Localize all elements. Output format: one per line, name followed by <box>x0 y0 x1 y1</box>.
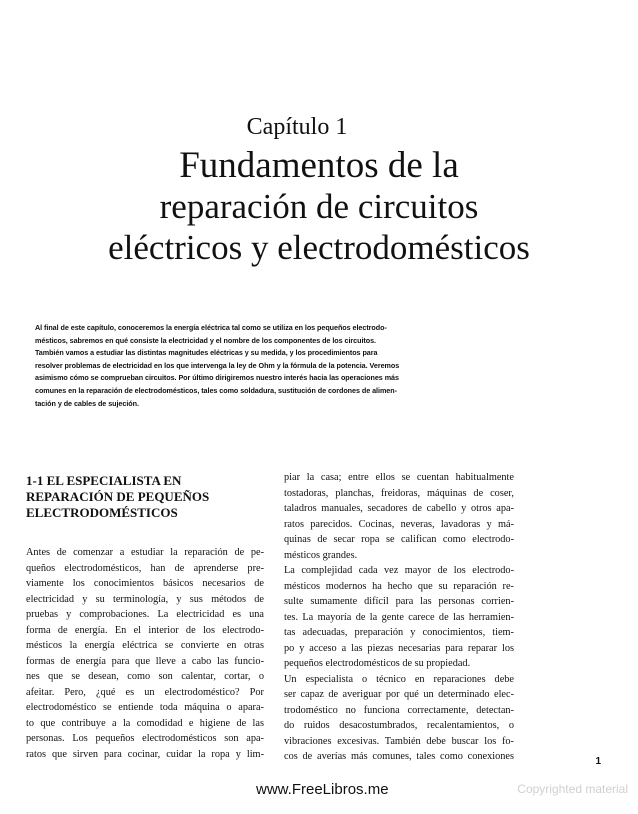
text-line: mésticos modernos ha hecho que su reparación re- <box>284 580 514 592</box>
text-line: personas. Los pequeños electrodomésticos son apa- <box>26 733 264 744</box>
text-line: quinas de secar ropa se califican como electrodo- <box>284 534 514 545</box>
text-line: Antes de comenzar a estudiar la reparación de pe- <box>26 547 264 558</box>
text-line: tas adecuadas, preparación y conocimientos, tiem- <box>284 627 514 638</box>
abstract-line: También vamos a estudiar las distintas magnitudes eléctricas y su medida, y los procedimientos para <box>35 348 378 358</box>
text-line: taladros manuales, secadores de cabello y otros apa- <box>284 503 514 514</box>
abstract-line: mésticos, sabremos en qué consiste la electricidad y el nombre de los componentes de los circuitos. <box>35 335 376 345</box>
page-number: 1 <box>595 756 601 767</box>
text-line: to que contribuye a la comodidad e higiene de las <box>26 717 264 729</box>
abstract-line: asimismo cómo se comprueban circuitos. Por último dirigiremos nuestro interés hacia las operaciones más <box>35 373 399 383</box>
right-text-column <box>284 470 514 765</box>
text-line: viamente los conocimientos básicos necesarios de <box>26 578 264 589</box>
text-line: vibraciones excesivas. También debe buscar los fo- <box>284 735 514 747</box>
abstract-line: Al final de este capítulo, conoceremos la energía eléctrica tal como se utiliza en los pequeños electrodo- <box>35 323 387 332</box>
abstract-line: resolver problemas de electricidad en los que intervenga la ley de Ohm y la fórmula de la potencia. Veremos <box>35 360 400 370</box>
section-heading-line: 1-1 EL ESPECIALISTA EN <box>26 473 182 488</box>
text-line: electricidad y su terminología, y sus métodos de <box>26 593 264 605</box>
text-line: queños electrodomésticos, han de aprenderse pre- <box>26 562 264 574</box>
text-line: La complejidad cada vez mayor de los electrodo- <box>284 565 514 576</box>
text-line: ratos que sirven para cocinar, cuidar la ropa y lim- <box>26 748 264 760</box>
text-line: ser capaz de averiguar por qué un determinado elec- <box>284 689 514 700</box>
text-line: nes que se desean, como son calentar, cortar, o <box>26 671 264 682</box>
text-line: afeitar. Pero, ¿qué es un electrodoméstico? Por <box>26 686 264 698</box>
text-line: Un especialista o técnico en reparaciones debe <box>284 673 514 685</box>
abstract-line: comunes en la reparación de electrodomésticos, tales como soldadura, sustitución de cordones de alimen- <box>35 385 397 395</box>
text-line: mésticos la energía eléctrica se convierte en otras <box>26 640 264 651</box>
text-line: po y acceso a las piezas necesarias para reparar los <box>284 642 514 654</box>
text-line: forma de energía. En el interior de los electrodo- <box>26 624 264 636</box>
left-text-column <box>26 545 264 762</box>
text-line: electrodoméstico se entiende toda máquina o apara- <box>26 702 264 713</box>
text-line: tostadoras, planchas, freidoras, máquinas de coser, <box>284 487 514 499</box>
text-line: sulte sumamente difícil para las personas corrien- <box>284 596 514 607</box>
chapter-title <box>20 145 618 268</box>
text-line: trodoméstico no funciona correctamente, detectan- <box>284 704 514 716</box>
chapter-abstract <box>35 322 522 410</box>
chapter-label: Capítulo 1 <box>246 114 348 140</box>
text-line: formas de energía para que lleve a cabo las funcio- <box>26 655 264 667</box>
section-heading-line: ELECTRODOMÉSTICOS <box>26 505 178 520</box>
chapter-title-line: eléctricos y electrodomésticos <box>108 228 530 267</box>
text-line: pruebas y comprobaciones. La electricidad es una <box>26 609 264 620</box>
text-line: tes. La mayoría de la gente carece de las herramien- <box>284 611 514 623</box>
text-line: mésticos grandes. <box>284 549 358 561</box>
text-line: ratos parecidos. Cocinas, neveras, lavadoras y má- <box>284 518 514 530</box>
text-line: pequeños electrodomésticos de su propiedad. <box>284 658 471 669</box>
section-heading <box>26 473 266 521</box>
chapter-title-line: reparación de circuitos <box>159 187 479 226</box>
section-heading-line: REPARACIÓN DE PEQUEÑOS <box>26 489 210 504</box>
abstract-line: tación y de cables de sujeción. <box>35 398 139 408</box>
text-line: cos de averías más comunes, tales como conexiones <box>284 751 514 762</box>
text-line: piar la casa; entre ellos se cuentan habitualmente <box>284 472 514 483</box>
text-line: do ruidos desacostumbrados, recalentamientos, o <box>284 720 514 731</box>
footer-link[interactable]: www.FreeLibros.me <box>256 781 389 798</box>
chapter-title-line: Fundamentos de la <box>179 145 459 186</box>
copyright-watermark: Copyrighted material <box>517 782 628 796</box>
